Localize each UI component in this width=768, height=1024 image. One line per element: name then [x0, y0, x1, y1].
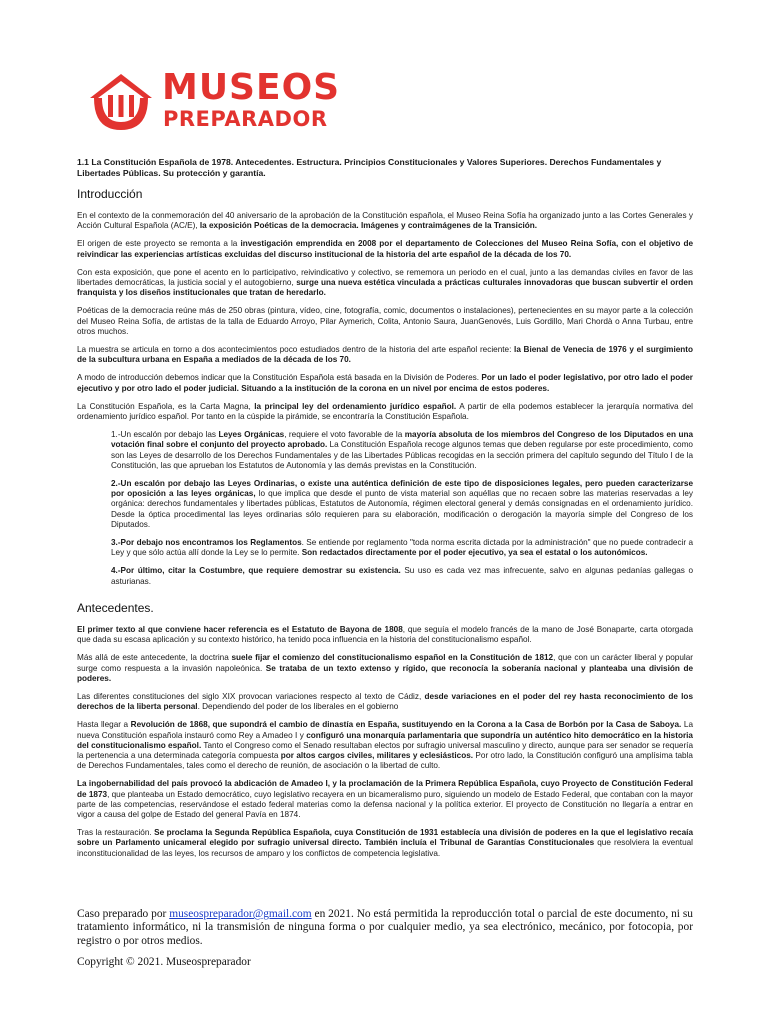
hierarchy-item-leyes-organicas: 1.-Un escalón por debajo las Leyes Orgánicas, requiere el voto favorable de la mayoría absoluta de los miembros del Congreso de los Diputados en una votación final sobre el conjunto del proyecto aprobado. La Constitución Española recoge algunos temas que deben regularse por este procedimiento, como son las Leyes de desarrollo de los Derechos Fundamentales y de las Libertades Públicas recogidas en la sección primera del capítulo segundo del Título I de la Constitución, las que aprueban los Estatutos de Autonomía y las demás previstas en la Constitución.: [111, 430, 694, 470]
document-body: [77, 157, 693, 867]
paragraph: En el contexto de la conmemoración del 40 aniversario de la aprobación de la Constitución española, el Museo Reina Sofía ha organizado junto a las Cortes Generales y Acción Cultural Española (AC/E), la exposición Poéticas de la democracia. Imágenes y contraimágenes de la Transición.: [77, 211, 693, 231]
hierarchy-item-reglamentos: 3.-Por debajo nos encontramos los Reglamentos. Se entiende por reglamento "toda norma escrita dictada por la administración" que no puede contradecir a Ley y que sólo actúa allí donde la Ley se lo permite. Son redactados directamente por el poder ejecutivo, ya sea el estatal o los autonómicos.: [111, 538, 694, 558]
paragraph: La Constitución Española, es la Carta Magna, la principal ley del ordenamiento jurídico español. A partir de ella podemos establecer la jerarquía normativa del ordenamiento jurídico español. Por tanto en la cúspide la pirámide, se encontraría la Constitución Española.: [77, 401, 693, 422]
paragraph: El origen de este proyecto se remonta a la investigación emprendida en 2008 por el departamento de Colecciones del Museo Reina Sofía, con el objetivo de reivindicar las experiencias artísticas excluidas del discurso institucional de la historia del arte español de la década de los 70.: [77, 239, 694, 259]
paragraph: La muestra se articula en torno a dos acontecimientos poco estudiados dentro de la historia del arte español reciente: la Bienal de Venecia de 1976 y el surgimiento de la subcultura urbana en España a mediados de la década de los 70.: [77, 345, 694, 365]
paragraph: La ingobernabilidad del país provocó la abdicación de Amadeo I, y la proclamación de la Primera República Española, cuyo Proyecto de Constitución Federal de 1873, que planteaba un Estado democrático, cuyo legislativo recayera en un bicameralismo puro, siguiendo un modelo de Estado Federal, que contaban con la mayor parte de las competencias, reservándose el estado federal materias como la defensa nacional y la política exterior. El proyecto de Constitución no llegaría a entrar en vigor a causa del golpe de Estado del general Pavía en 1874.: [77, 779, 694, 819]
paragraph: El primer texto al que conviene hacer referencia es el Estatuto de Bayona de 1808, que seguía el modelo francés de la mano de José Bonaparte, carta otorgada que dada su escasa aplicación y su contexto histórico, ha tenido poca influencia en la historia del constitucionalismo español.: [77, 624, 694, 645]
museum-building-icon: [86, 68, 156, 134]
footer-notice: Caso preparado por museospreparador@gmail.com en 2021. No está permitida la reproducción total o parcial de este documento, ni su tratamiento informático, ni la transmisión de ninguna forma o por cualquier medio, ya sea electrónico, mecánico, por fotocopia, por registro o por otros medios.: [77, 908, 693, 947]
topic-title: 1.1 La Constitución Española de 1978. Antecedentes. Estructura. Principios Constitucionales y Valores Superiores. Derechos Fundamentales y Libertades Públicas. Su protección y garantía.: [77, 157, 662, 178]
email-link[interactable]: museospreparador@gmail.com: [169, 908, 312, 920]
hierarchy-item-costumbre: 4.-Por último, citar la Costumbre, que requiere demostrar su existencia. Su uso es cada vez mas infrecuente, salvo en algunas pedanías gallegas o asturianas.: [111, 566, 693, 586]
paragraph: Con esta exposición, que pone el acento en lo participativo, reivindicativo y colectivo, se rememora un periodo en el cual, junto a las demandas civiles en favor de las libertades democráticas, la justicia social y el autogobierno, surge una nueva estética vinculada a prácticas culturales innovadoras que buscan subvertir el orden franquista y los diseños institucionales que tratan de heredarlo.: [77, 267, 693, 298]
logo-text-preparador: PREPARADOR: [163, 107, 328, 131]
paragraph: Tras la restauración. Se proclama la Segunda República Española, cuya Constitución de 1931 establecía una división de poderes en la que el legislativo recaía sobre un Parlamento unicameral elegido por sufragio universal directo. También incluía el Tribunal de Garantías Constitucionales que resolviera la eventual inconstitucionalidad de las leyes, los recursos de amparo y los conflictos de competencia legislativa.: [77, 828, 693, 858]
paragraph: Poéticas de la democracia reúne más de 250 obras (pintura, vídeo, cine, fotografía, comic, documentos o instalaciones), pertenecientes en su mayor parte a la colección del Museo Reina Sofía, de artistas de la talla de Eduardo Arroyo, Pilar Aymerich, Colita, Antonio Saura, JuanGenovés, Luis Gordillo, Mari Chordà o Anna Turbau, entre otros muchos.: [77, 306, 693, 336]
hierarchy-item-leyes-ordinarias: 2.-Un escalón por debajo las Leyes Ordinarias, o existe una auténtica definición de este tipo de disposiciones legales, pero pueden caracterizarse por oposición a las leyes orgánicas, lo que implica que desde el punto de vista material son aquéllas que no recaen sobre las materias reservadas a ley orgánica: derechos fundamentales y libertades públicas, Estatutos de Autonomía, régimen electoral general y demás consignadas en el ordenamiento jurídico. Desde la óptica procedimental las leyes ordinarias sólo requieren para su elaboración, modificación o derogación la mayoría simple del Congreso de los Diputados.: [111, 479, 693, 529]
logo-text-museos: MUSEOS: [162, 67, 341, 108]
paragraph: Hasta llegar a Revolución de 1868, que supondrá el cambio de dinastía en España, sustituyendo en la Corona a la Casa de Borbón por la Casa de Saboya. La nueva Constitución española instauró como Rey a Amadeo I y configuró una monarquía parlamentaria que supondría un auténtico hito democrático en la historia del constitucionalismo español. Tanto el Congreso como el Senado resultaban electos por sufragio universal masculino y directo, aunque para ser senador se requería la pertenencia a una determinada categoría compuesta por altos cargos civiles, militares y eclesiásticos. Por otro lado, la Constitución configuró una amplísima tabla de Derechos Fundamentales, tales como el derecho de reunión, de asociación o la libertad de culto.: [77, 720, 694, 771]
heading-antecedentes: Antecedentes.: [77, 600, 154, 615]
paragraph: Más allá de este antecedente, la doctrina suele fijar el comienzo del constitucionalismo español en la Constitución de 1812, que con un carácter liberal y popular surge como respuesta a la invasión napoleónica. Se trataba de un texto extenso y rígido, que reconocía la soberanía nacional y planteaba una división de poderes.: [77, 653, 694, 683]
paragraph: A modo de introducción debemos indicar que la Constitución Española está basada en la División de Poderes. Por un lado el poder legislativo, por otro lado el poder ejecutivo y por otro lado el poder judicial. Situando a la institución de la corona en un nivel por encima de estos poderes.: [77, 373, 693, 393]
museos-preparador-logo: [86, 60, 341, 140]
heading-introduccion: Introducción: [77, 187, 143, 201]
copyright-text: Copyright © 2021. Museospreparador: [77, 956, 251, 968]
paragraph: Las diferentes constituciones del siglo XIX provocan variaciones respecto al texto de Cádiz, desde variaciones en el poder del rey hasta reconocimiento de los derechos de la liberta personal. Dependiendo del poder de los liberales en el gobierno: [77, 691, 693, 712]
